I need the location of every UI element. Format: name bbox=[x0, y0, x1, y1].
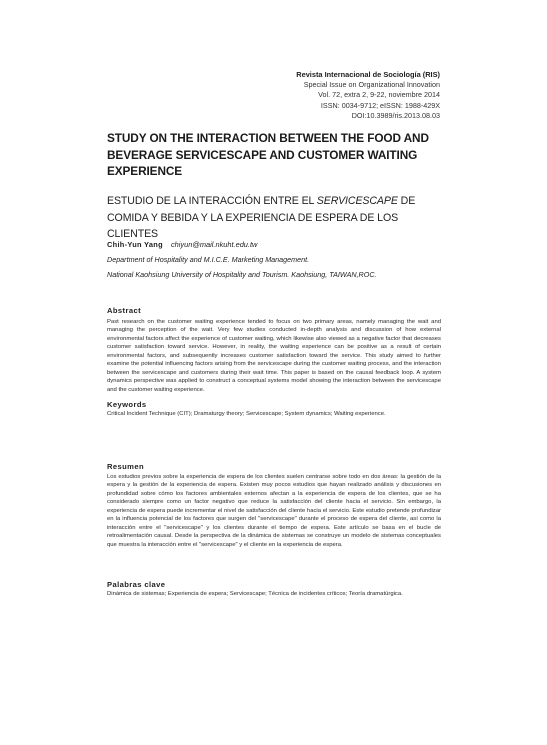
resumen-heading: Resumen bbox=[107, 462, 144, 471]
affiliation-university: National Kaohsiung University of Hospitality and Tourism. Kaohsiung, TAIWAN,ROC. bbox=[107, 270, 377, 279]
author-line bbox=[107, 240, 257, 249]
journal-issue: Special Issue on Organizational Innovation bbox=[303, 80, 440, 90]
title-spanish-italic: SERVICESCAPE bbox=[316, 195, 398, 207]
author-name: Chih-Yun Yang bbox=[107, 240, 163, 249]
journal-issn: ISSN: 0034-9712; eISSN: 1988-429X bbox=[320, 100, 440, 110]
resumen-text: Los estudios previos sobre la experiencia de espera de los clientes suelen centrarse sobre todo en dos áreas: la gestión de la espera y la gestión de la experiencia de espera. Existen muy pocos estudios que hayan realizado análisis y discusiones en profundidad sobre cómo los factores ambientales externos afectan a la experiencia de espera de los clientes, que se ha considerado siempre como un factor negativo que reduce la satisfacción del cliente hacia el servicio. Sin embargo, la experiencia de espera puede incrementar el nivel de satisfacción del cliente hacia el servicio. Este estudio pretende profundizar en la influencia potencial de los factores que surgen del "servicescape" durante el proceso de espera del cliente, así como la interacción entre el "servicescape" y los clientes durante el tiempo de espera. Este artículo se basa en el bucle de retroalimentación causal. Desde la perspectiva de la dinámica de sistemas se construye un modelo de sistemas conceptuales que muestra la interacción entre el "servicescape" y el cliente en la experiencia de espera. bbox=[107, 474, 441, 548]
abstract-text: Past research on the customer waiting experience tended to focus on two primary areas, namely managing the wait and managing the perception of the wait. Very few studies conducted in-depth analysis and discussion of how external environmental factors affect the experience of customer waiting, which likewise also viewed as a negative factor that decreases customer satisfaction toward service. However, in reality, the waiting experience can be positive as a result of certain environmental factors, and subsequently increases customer satisfaction toward the service. This study aimed to further examine the potential influencing factors arising from the servicescape during the customer waiting process, and the interaction between the servicescape and customers during their wait time. This paper is based on the causal feedback loop. A system dynamics perspective was applied to construct a conceptual systems model showing the interaction between the servicescape and the customer waiting experience. bbox=[107, 319, 441, 393]
title-spanish-part2: DE COMIDA Y BEBIDA Y LA EXPERIENCIA DE ESPERA DE LOS CLIENTES bbox=[107, 195, 416, 240]
title-english: STUDY ON THE INTERACTION BETWEEN THE FOOD AND BEVERAGE SERVICESCAPE AND CUSTOMER WAITING EXPERIENCE bbox=[107, 131, 429, 178]
journal-info bbox=[296, 70, 440, 121]
journal-volume: Vol. 72, extra 2, 9-22, noviembre 2014 bbox=[318, 90, 440, 100]
affiliation-department: Department of Hospitality and M.I.C.E. Marketing Management. bbox=[107, 255, 310, 264]
palabras-clave-text: Dinámica de sistemas; Experiencia de espera; Servicescape; Técnica de incidentes críticos; Teoría dramatúrgica. bbox=[107, 591, 403, 597]
palabras-clave-heading: Palabras clave bbox=[107, 580, 166, 589]
keywords-heading: Keywords bbox=[107, 400, 147, 409]
journal-doi: DOI:10.3989/ris.2013.08.03 bbox=[351, 110, 440, 120]
journal-title: Revista Internacional de Sociología (RIS) bbox=[296, 70, 440, 79]
title-spanish bbox=[107, 193, 437, 243]
author-email[interactable]: chiyun@mail.nkuht.edu.tw bbox=[170, 240, 258, 249]
abstract-heading: Abstract bbox=[107, 306, 142, 315]
title-spanish-part1: ESTUDIO DE LA INTERACCIÓN ENTRE EL bbox=[107, 195, 317, 207]
keywords-text: Critical Incident Technique (CIT); Dramaturgy theory; Servicescape; System dynamics; Waiting experience. bbox=[107, 411, 386, 417]
